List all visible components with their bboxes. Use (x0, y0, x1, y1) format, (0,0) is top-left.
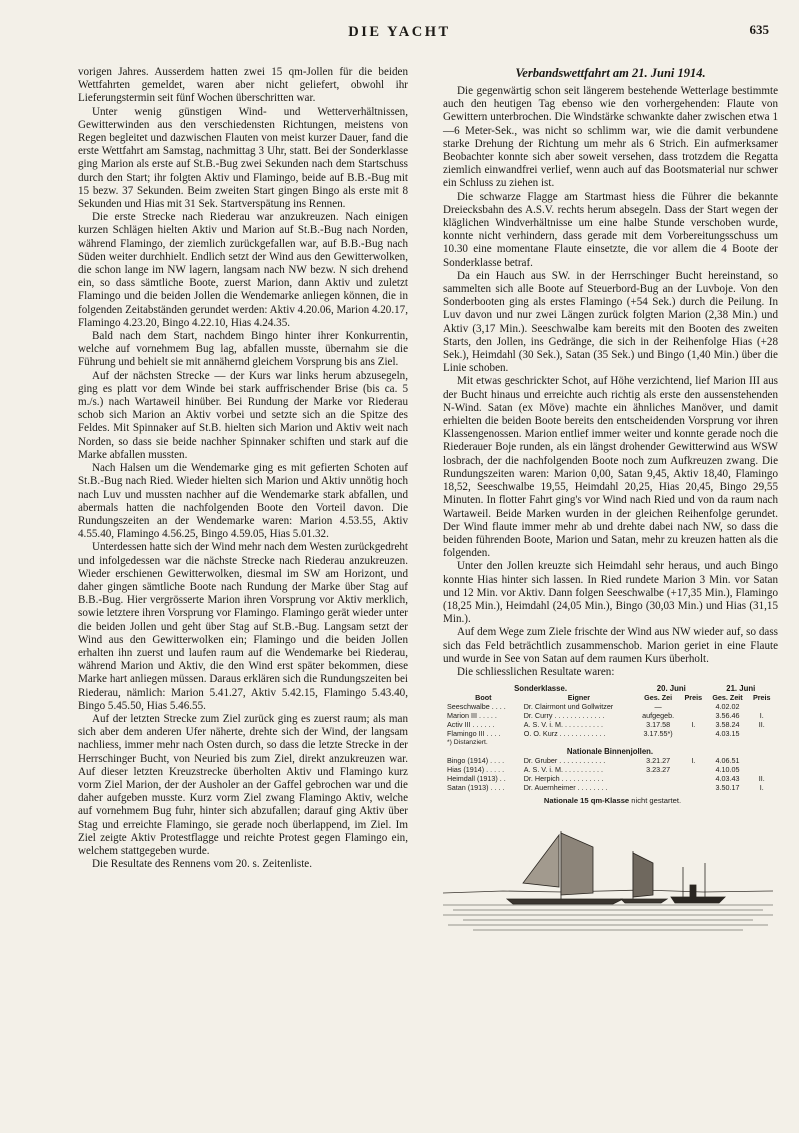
table-cell: I. (691, 756, 696, 766)
column-header: Ges. Zeit (712, 693, 743, 703)
sonderklasse-rows (445, 702, 775, 738)
table-cell: 4.03.15 (715, 729, 740, 739)
table-cell: I. (759, 783, 764, 793)
paragraph: Unter wenig günstigen Wind- und Wetterverhältnissen, Gewitterwinden aus den verschiedensten Richtungen, meistens von Regen begleitet und dazwischen Flauten von meist kurzer Dauer, fand die erste Wettfahrt am Samstag, nachmittag 3 Uhr, statt. Bei der Sonderklasse ging Marion als erste auf St.B.-Bug zwei Sekunden nach dem Startschuss durch den Start; ihr folgten Aktiv und Flamingo, beide auf B.B.-Bug mit 15 bezw. 37 Sekunden. Beim zweiten Start gingen Bingo als erste mit 8 Sekunden und Hias mit 31 Sek. Startverspätung ins Rennen. (78, 105, 408, 211)
page-header (0, 22, 799, 46)
table-cell: Marion III . . . . . (447, 711, 497, 721)
left-column (78, 66, 408, 871)
table-cell: 3.50.17 (715, 783, 740, 793)
table-cell (680, 774, 706, 783)
class-title-binnenjollen: Nationale Binnenjollen. (566, 747, 654, 757)
paragraph: Die schwarze Flagge am Startmast hiess die Führer die bekannte Dreiecksbahn des A.S.V. rechts herum absegeln. Dass der Start wegen der kläglichen Windverhältnisse um eine halbe Stunde verschoben wurde, konnte nicht verhindern, dass gerade mit dem Vorbereitungsschuss um 10.30 eine momentane Flaute einsetzte, die vor allem die 4 Boote der Sonderklasse betraf. (443, 190, 778, 269)
column-header: Eigner (567, 693, 591, 703)
paragraph: Mit etwas geschrickter Schot, auf Höhe verzichtend, lief Marion III aus der Bucht hinaus und erreichte auch richtig als erste den aussenstehenden N-Wind. Satan (ex Möve) machte ein ähnliches Manöver, und damit erhielten die beiden Boote bereits den entscheidenden Vorsprung vor ihren Klassengenossen. Marion entlief immer weiter und konnte gerade noch die Riederauer Boje runden, als ein längst drohender Gewitterwind aus WSW losbrach, der die nachfolgenden Boote noch zum Aufkreuzen zwang. Die Rundungszeiten waren: Marion 0,00, Satan 9,45, Aktiv 18,40, Flamingo 18,52, Seeschwalbe 19,55, Heimdahl 20,25, Hias 20,45, Bingo 29,55 Minuten. In flotter Fahrt ging's vor Wind nach Ried und von da raum nach Wartaweil. Beide Marken wurden in der gleichen Reihenfolge gerundet. Der Wind flaute immer mehr ab und drehte dabei nach NW, so dass die beiden führenden Boote, Marion und Satan, mehr zu kreuzen hatten als die folgenden. (443, 375, 778, 560)
table-cell: 4.02.02 (715, 702, 740, 712)
table-cell: A. S. V. i. M. . . . . . . . . . . (523, 765, 603, 775)
table-row (445, 729, 775, 738)
table-cell: 3.56.46 (715, 711, 740, 721)
table-cell (749, 765, 775, 774)
table-cell: II. (758, 774, 765, 784)
paragraph: Die gegenwärtig schon seit längerem bestehende Wetterlage bestimmte auch den heutigen Tag ebenso wie den vorhergehenden: Flaute von Gewittern unterbrochen. Die Windstärke schwankte daher zwischen etwa 1—6 Meter-Sek., was nicht so schlimm war, wie die damit verbundene starke Drehung der Richtung um mehr als 6 Strich. Ein aufmerksamer Beobachter konnte sich aber soweit versehen, dass trotzdem die Regatta ziemlich einwandfrei verlief, wenn auch auf das Bootsmaterial nur schwer ein Schluss zu ziehen ist. (443, 85, 778, 190)
table-cell: 3.17.55*) (643, 729, 673, 739)
paragraph: Auf dem Wege zum Ziele frischte der Wind aus NW wieder auf, so dass sich das Feld beträchtlich zusammenschob. Marion geriet in eine Flaute und wurde in See von Satan auf dem raumen Kurs überholt. (443, 626, 778, 665)
paragraph: Unterdessen hatte sich der Wind mehr nach dem Westen zurückgedreht und infolgedessen war die nächste Strecke nach Riederau anzukreuzen. Wieder erschienen Gewitterwolken, diesmal im SW am Horizont, und daher gingen sämtliche Boote nach Rundung der Marke über Stag auf B.B.-Bug. Hier vergrösserte Marion ihren Vorsprung vor Aktiv merklich, sowie letztere ihren Vorsprung vor Flamingo. Flamingo gerät wieder unter die beiden Jollen und geht über Stag auf St.B.-Bug. Langsam setzt der Wind aus den Gewitterwolken ein; Flamingo und die beiden Jollen erhalten ihn zuerst und laufen raum auf die Wendemarke bei Riederau, während Marion und Aktiv, die den Wind erst später bekommen, diese Marke hart anliegen müssen. Daraus erklären sich die Rundungszeiten bei Riederau, nämlich: Marion 5.41.27, Aktiv 5.42.15, Flamingo 5.43.40, Bingo 5.45.50, Hias 5.46.55. (78, 541, 408, 712)
paragraph: Nach Halsen um die Wendemarke ging es mit gefierten Schoten auf St.B.-Bug nach Ried. Wieder hielten sich Marion und Aktiv unnötig hoch nach Luv und mussten nachher auf die Wendemarke stark abfallen, und abermals hatten die nachfolgenden Boote den Vorteil davon. Die Rundungszeiten an der Wendemarke waren: Marion 4.53.55, Aktiv 4.55.40, Flamingo 4.56.25, Bingo 4.59.05, Hias 5.01.32. (78, 462, 408, 541)
table-cell (636, 774, 680, 783)
paragraph: vorigen Jahres. Ausserdem hatten zwei 15 qm-Jollen für die beiden Wettfahrten gemeldet, waren aber nicht geliefert, obwohl ihr Lieferungstermin seit fünf Wochen überschritten war. (78, 66, 408, 105)
footnote-row (445, 738, 775, 747)
column-header: Ges. Zei (644, 693, 673, 703)
binnenjollen-rows (445, 756, 775, 792)
class-title-15qm: Nationale 15 qm-Klasse (543, 796, 630, 806)
column-header: Preis (752, 693, 771, 703)
table-cell: Heimdall (1913) . . (447, 774, 506, 784)
table-cell: Flamingo III . . . . (447, 729, 501, 739)
table-cell: A. S. V. i. M. . . . . . . . . . . (523, 720, 603, 730)
table-cell: 3.21.27 (646, 756, 671, 766)
table-cell: II. (758, 720, 765, 730)
article-heading: Verbandswettfahrt am 21. Juni 1914. (515, 66, 706, 80)
table-cell: Dr. Gruber . . . . . . . . . . . . (523, 756, 606, 766)
paragraph: Die erste Strecke nach Riederau war anzukreuzen. Nach einigen kurzen Schlägen hielten Aktiv und Marion auf St.B.-Bug nach Norden, während Flamingo, der ziemlich zurückgefallen war, auf B.B.-Bug nach Süden weiter durchhielt. Endlich setzt der Wind aus den Gewitterwolken, die schon lange im NW lagern, langsam nach NW bezw. N sich drehend ein, so dass sämtliche Boote, zuerst Marion, dann Aktiv und zuletzt Flamingo und die beiden Jollen die Wendemarke anliegen können, die in folgenden Zeitabständen gerundet werden: Aktiv 4.20.06, Marion 4.20.17, Flamingo 4.23.20, Bingo 4.22.10, Hias 4.24.35. (78, 211, 408, 329)
table-cell: I. (759, 711, 764, 721)
paragraph: Die schliesslichen Resultate waren: (457, 665, 615, 678)
table-cell: Activ III . . . . . . (447, 720, 495, 730)
table-cell: 3.23.27 (646, 765, 671, 775)
table-row (445, 783, 775, 792)
table-cell: 3.17.58 (646, 720, 671, 730)
steamer (671, 863, 725, 903)
class-header-row (445, 747, 775, 756)
table-cell: Bingo (1914) . . . . (447, 756, 505, 766)
paragraph: Auf der nächsten Strecke — der Kurs war links herum abzusegeln, ging es platt vor dem Winde bei stark auffrischender Brise (bis ca. 5 m./s.) nach Wartaweil hinüber. Bei Rundung der Marke vor Riederau schob sich Marion an Aktiv vorbei und setzte sich an die Spitze des Feldes. Mit Spinnaker auf St.B. hielten sich Marion und Aktiv weit nach Norden, so dass sie beide nachher Spinnaker schiften und stark auf die Marke abfallen mussten. (78, 369, 408, 461)
date-heading: 21. Juni (726, 684, 756, 694)
paragraph: Da ein Hauch aus SW. in der Herrschinger Bucht hereinstand, so sammelten sich alle Boote auf Steuerbord-Bug an der Luvboje. Von den Sonderbooten ging als erstes Flamingo (+54 Sek.) durch die Peilung. In Luv davon und nur zwei Längen zurück folgten Marion (2,38 Min.) und Aktiv (3,17 Min.). Seeschwalbe kam bereits mit den Booten des zweiten Starts, den Jollen, ins Gedränge, die sich in der Reihenfolge Hias (+28 Sek.), Heimdahl (30 Sek.), Satan (35 Sek.) und Bingo (1,40 Min.) über die Linie schoben. (443, 269, 778, 375)
sailboats-illustration (443, 813, 773, 935)
paragraph: Bald nach dem Start, nachdem Bingo hinter ihrer Konkurrentin, welche auf vornehmem Bug lag, abfallen musste, übernahm sie die Führung und behielt sie mit annähernd gleichem Vorsprung bis ans Ziel. (78, 330, 408, 369)
running-title: DIE YACHT (348, 24, 451, 40)
sailboat-small (621, 851, 667, 903)
right-column (443, 66, 778, 940)
table-cell (749, 702, 775, 711)
table-cell (749, 756, 775, 765)
paragraph: Die Resultate des Rennens vom 20. s. Zeitenliste. (92, 858, 312, 871)
table-cell (636, 783, 680, 792)
table-cell (680, 729, 706, 738)
results-table (445, 684, 775, 792)
date-heading: 20. Juni (656, 684, 686, 694)
table-cell (749, 729, 775, 738)
table-cell: Seeschwalbe . . . . (447, 702, 506, 712)
class-note: nicht gestartet. (631, 796, 682, 806)
class-header-row (445, 684, 775, 693)
footnote: *) Distanziert. (447, 739, 488, 747)
column-header: Preis (684, 693, 703, 703)
table-cell: 4.10.05 (715, 765, 740, 775)
table-cell: aufgegeb. (642, 711, 675, 721)
table-cell: 4.03.43 (715, 774, 740, 784)
sailboat-large (507, 831, 623, 904)
class-title-sonderklasse: Sonderklasse. (514, 684, 567, 694)
final-class-note (447, 794, 778, 807)
table-cell: Dr. Auernheimer . . . . . . . . (523, 783, 608, 793)
table-cell: Dr. Clairmont und Gollwitzer (523, 702, 614, 712)
table-cell: O. O. Kurz . . . . . . . . . . . . (523, 729, 606, 739)
table-row (445, 711, 775, 720)
table-cell (680, 783, 706, 792)
table-cell: — (654, 702, 662, 712)
table-cell: 3.58.24 (715, 720, 740, 730)
table-cell (680, 702, 706, 711)
table-cell: 4.06.51 (715, 756, 740, 766)
table-row (445, 774, 775, 783)
table-row (445, 765, 775, 774)
water-hatching (443, 905, 773, 930)
table-cell (680, 765, 706, 774)
shoreline (443, 890, 773, 893)
column-header-row (445, 693, 775, 702)
table-cell: Dr. Curry . . . . . . . . . . . . . (523, 711, 605, 721)
page-number: 635 (749, 22, 769, 37)
table-cell: Dr. Herpich . . . . . . . . . . . (523, 774, 604, 784)
table-cell: I. (691, 720, 696, 730)
paragraph: Auf der letzten Strecke zum Ziel zurück ging es zuerst raum; als man sich aber dem anderen Ufer näherte, drehte sich der Wind, der langsam nachliess, immer mehr nach Osten durch, so dass die letzte Strecke in der Herrschinger Bucht, von Neuried bis zum Ziel, direkt anzukreuzen war. Auf dieser letzten Kreuzstrecke überholten Aktiv und Flamingo kurz vorm Ziel Marion, der der Ausholer an der Gaffel gebrochen war und die daher aufgeben musste. Kurz vorm Ziel zwang Flamingo Aktiv, welche auf vornehmem Bug fuhr, hinter sich abzufallen; darauf ging Aktiv über Stag und erreichte Flamingo, sie gerade noch überlappend, im Ziel. Im Ziel zeigte Aktiv Protestflagge und reichte Protest gegen Flamingo ein, welchem stattgegeben wurde. (78, 712, 408, 857)
table-cell (680, 711, 706, 720)
table-row (445, 756, 775, 765)
table-cell: Hias (1914) . . . . . (447, 765, 505, 775)
table-row (445, 720, 775, 729)
paragraph: Unter den Jollen kreuzte sich Heimdahl sehr heraus, und auch Bingo konnte Hias hinter sich lassen. In Ried rundete Marion 3 Min. vor Satan und 12 Min. vor Aktiv. Dann folgen Seeschwalbe (+17,35 Min.), Flamingo (18,25 Min.), Heimdahl (24,05 Min.), Bingo (30,03 Min.) und Hias (31,15 Min.). (443, 560, 778, 626)
table-row (445, 702, 775, 711)
column-header: Boot (475, 693, 492, 703)
table-cell: Satan (1913) . . . . (447, 783, 505, 793)
